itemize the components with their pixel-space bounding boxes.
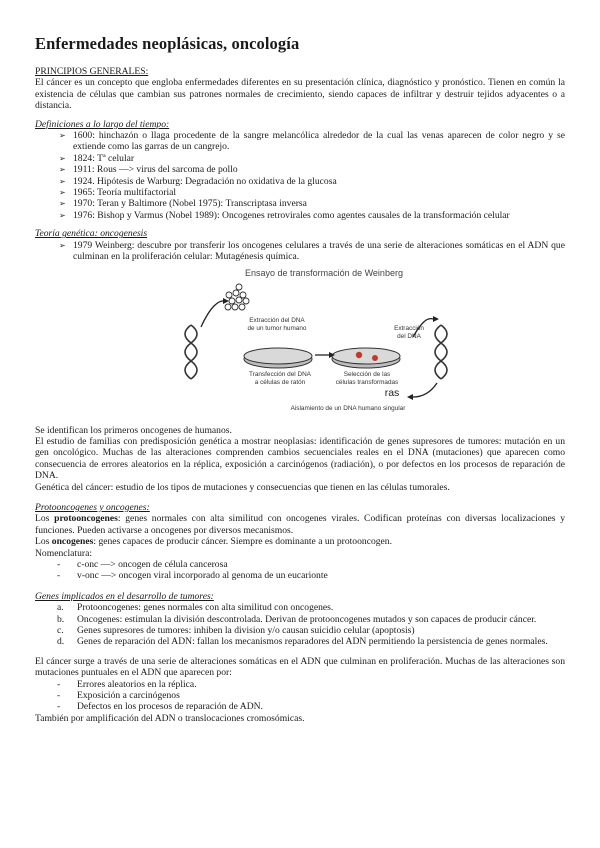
list-item: - Defectos en los procesos de reparación de ADN.: [57, 701, 263, 713]
figure-label-extraction-dna: Extracción del DNA: [394, 324, 424, 340]
list-item: - Errores aleatorios en la réplica.: [57, 678, 197, 690]
weinberg-diagram: [183, 267, 453, 417]
flow-arrows: [201, 301, 437, 397]
list-item: - Exposición a carcinógenos: [57, 690, 180, 702]
arrow-bullet-icon: ➢: [59, 188, 66, 198]
figure-label-transfection: Transfección del DNA a células de ratón: [249, 370, 311, 386]
list-item: ➢ 1911: Rous —> virus del sarcoma de pollo: [59, 164, 238, 176]
definiciones-list: [59, 130, 565, 221]
genes-list: [57, 602, 565, 648]
final-text: El cáncer surge a través de una serie de alteraciones somáticas en el ADN que culminan en proliferación. Muchas de las alteraciones son mutaciones puntuales en el ADN que aparecen por:: [35, 655, 565, 679]
after-figure-line: Genética del cáncer: estudio de los tipos de mutaciones y consecuencias que tienen en las células tumorales.: [35, 481, 450, 493]
teoria-heading: Teoría genética: oncogenesis: [35, 228, 148, 240]
arrow-bullet-icon: ➢: [59, 199, 66, 209]
arrow-bullet-icon: ➢: [59, 131, 66, 141]
teoria-list: [59, 240, 565, 263]
genes-heading: Genes implicados en el desarrollo de tumores:: [35, 590, 214, 602]
dna-helix-icon: [435, 325, 447, 379]
figure-label-isolation: Aislamiento de un DNA humano singular: [290, 404, 406, 412]
list-item: d. Genes de reparación del ADN: fallan los mecanismos reparadores del ADN permitiendo la persistencia de genes normales.: [57, 636, 548, 648]
onco-line: Los oncogenes: genes capaces de producir cáncer. Siempre es dominante a un protooncogen.: [35, 536, 392, 548]
arrow-bullet-icon: ➢: [59, 240, 66, 250]
principios-heading: PRINCIPIOS GENERALES:: [35, 66, 149, 77]
arrow-bullet-icon: ➢: [59, 176, 66, 186]
petri-dish-icon: [244, 348, 312, 368]
nomenclatura-label: Nomenclatura:: [35, 547, 93, 559]
list-item: ➢ 1924. Hipótesis de Warburg: Degradación no oxidativa de la glucosa: [59, 175, 337, 187]
list-item: ➢ 1970: Teran y Baltimore (Nobel 1975): Transcriptasa inversa: [59, 198, 307, 210]
weinberg-figure: [183, 267, 453, 417]
list-item: - c-onc —> oncogen de célula cancerosa: [57, 558, 228, 570]
petri-dish-transformed-icon: [332, 348, 400, 368]
figure-title: Ensayo de transformación de Weinberg: [245, 267, 403, 278]
list-item: c. Genes supresores de tumores: inhiben la division y/o causan suicidio celular (apoptosis): [57, 625, 415, 636]
figure-label-extraction-tumor: Extracción del DNA de un tumor humano: [247, 316, 307, 332]
arrow-bullet-icon: ➢: [59, 153, 66, 163]
nomenclatura-list: [57, 559, 565, 582]
after-figure-line: El estudio de familias con predisposición genética a mostrar neoplasias: identificación de genes supresores de tumores: mutación en un gen oncológico. Muchas de las alteraciones comprenden cambios secuenciales reales en el DNA (mutaciones) que aparecen como consecuencia de errores aleatorios en la réplica, exposición a carcinógenos (radiación), o por defectos en los procesos de reparación de DNA.: [35, 435, 565, 482]
principios-text: El cáncer es un concepto que engloba enfermedades diferentes en su presentación clínica, diagnóstico y pronóstico. Tienen en común la existencia de células que cambian sus patrones normales de crecimiento, siendo capaces de infiltrar y destruir tejidos adyacentes o a distancia.: [35, 77, 565, 112]
figure-label-selection: Selección de las células transformadas: [335, 370, 399, 386]
final-last: También por amplificación del ADN o translocaciones cromosómicas.: [35, 712, 305, 724]
list-item: ➢ 1600: hinchazón o llaga procedente de la sangre melancólica alrededor de la cual las venas aparecen de color negro y se extiende como las garras de un cangrejo.: [59, 130, 565, 153]
list-item: - v-onc —> oncogen viral incorporado al genoma de un eucarionte: [57, 570, 328, 582]
page-title: Enfermedades neoplásicas, oncología: [35, 34, 300, 53]
arrow-bullet-icon: ➢: [59, 210, 66, 220]
list-item: ➢ 1976: Bishop y Varmus (Nobel 1989): Oncogenes retrovirales como agentes causales de la transformación celular: [59, 209, 510, 221]
document-page: [35, 34, 565, 724]
list-item: b. Oncogenes: estimulan la división descontrolada. Derivan de protooncogenes mutados y son capaces de producir cáncer.: [57, 613, 537, 625]
proto-heading: Protooncogenes y oncogenes:: [35, 501, 150, 513]
final-list: [57, 679, 565, 713]
list-item: ➢ 1824: Tª celular: [59, 152, 135, 164]
definiciones-heading: Definiciones a lo largo del tiempo:: [35, 118, 170, 130]
list-item: a. Protooncogenes: genes normales con alta similitud con oncogenes.: [57, 602, 334, 614]
arrow-bullet-icon: ➢: [59, 165, 66, 175]
dna-helix-icon: [185, 325, 197, 379]
list-item: ➢ 1979 Weinberg: descubre por transferir los oncogenes celulares a través de una serie de alteraciones somáticas en el ADN que culminan en la proliferación celular: Mutagénesis química.: [59, 239, 565, 263]
list-item: ➢ 1965: Teoría multifactorial: [59, 187, 177, 199]
tumor-cells-icon: [225, 284, 249, 310]
figure-label-ras: ras: [384, 386, 400, 399]
after-figure-line: Se identifican los primeros oncogenes de humanos.: [35, 424, 232, 436]
proto-line: Los protooncogenes: genes normales con alta similitud con oncogenes virales. Codifican proteínas con diversas localizaciones y funciones. Pueden activarse a oncogenes por diversos mecanismos.: [35, 513, 565, 536]
